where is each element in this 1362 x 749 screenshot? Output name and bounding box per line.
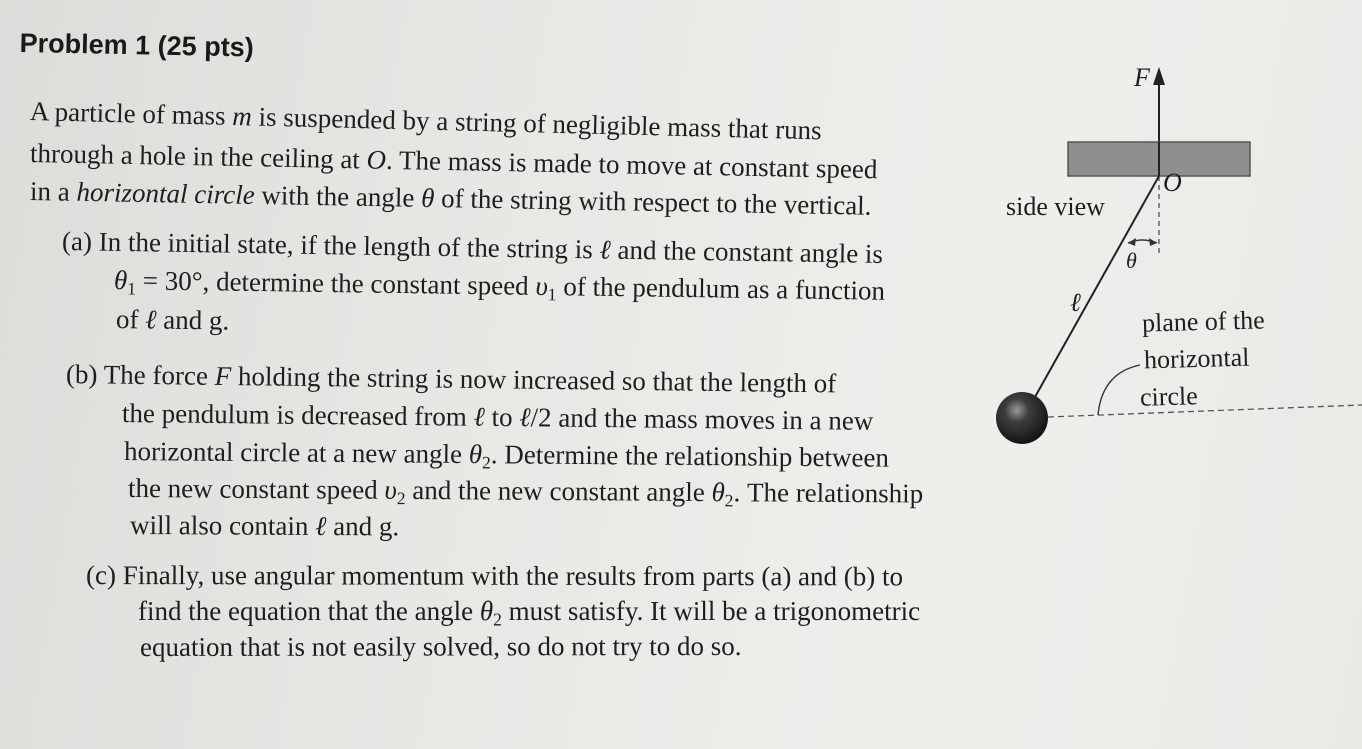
math-theta: θ bbox=[711, 477, 725, 508]
math-theta: θ bbox=[468, 439, 483, 470]
text-run: find the equation that the angle bbox=[138, 596, 480, 626]
emphasis-horizontal-circle: horizontal circle bbox=[76, 176, 255, 210]
text-run: In the initial state, if the length of the string is bbox=[98, 226, 600, 265]
force-arrow-head bbox=[1153, 67, 1165, 85]
text-run: Finally, use angular momentum with the results from parts (a) and (b) to bbox=[122, 560, 904, 592]
point-o-label: O bbox=[1163, 168, 1182, 197]
text-run: . The mass is made to move at constant speed bbox=[385, 144, 878, 185]
part-b-line-1 bbox=[66, 359, 837, 399]
math-ell: ℓ bbox=[519, 402, 531, 433]
text-run: and the constant angle is bbox=[610, 234, 884, 269]
part-b-line-5 bbox=[130, 510, 399, 542]
part-b-line-2 bbox=[122, 398, 874, 437]
text-run: holding the string is now increased so that the length of bbox=[230, 361, 837, 399]
text-run: through a hole in the ceiling at bbox=[29, 138, 367, 175]
text-run: in a bbox=[29, 176, 77, 207]
math-theta: θ bbox=[420, 182, 435, 214]
text-run: of the string with respect to the vertical. bbox=[434, 183, 872, 221]
math-ell: ℓ bbox=[145, 304, 157, 335]
part-a-line-2 bbox=[114, 265, 885, 310]
theta-label: θ bbox=[1126, 248, 1137, 273]
text-run: with the angle bbox=[254, 179, 422, 213]
text-run: horizontal circle at a new angle bbox=[123, 436, 469, 470]
pendulum-mass bbox=[996, 392, 1048, 444]
part-b-line-3 bbox=[124, 436, 889, 477]
part-b-line-4 bbox=[128, 473, 923, 513]
math-v: υ bbox=[535, 270, 549, 302]
text-run: the pendulum is decreased from bbox=[121, 398, 474, 432]
math-theta: θ bbox=[479, 596, 494, 626]
plane-line bbox=[1048, 405, 1362, 417]
math-theta: θ bbox=[113, 265, 128, 296]
math-F: F bbox=[214, 360, 232, 392]
part-b-label: (b) bbox=[65, 359, 98, 390]
text-run: = 30°, determine the constant speed bbox=[135, 265, 536, 301]
text-run: must satisfy. It will be a trigonometric bbox=[501, 596, 921, 626]
math-subscript: 1 bbox=[127, 278, 137, 299]
math-v: υ bbox=[384, 474, 397, 505]
math-subscript: 2 bbox=[481, 452, 491, 473]
text-run: will also contain bbox=[129, 510, 316, 541]
problem-heading: Problem 1 (25 pts) bbox=[19, 28, 255, 63]
math-O: O bbox=[366, 144, 387, 175]
part-c-line-2 bbox=[138, 596, 920, 630]
plane-label-line-2: horizontal bbox=[1143, 342, 1250, 375]
text-run: . Determine the relationship between bbox=[490, 439, 890, 473]
side-view-label: side view bbox=[1006, 192, 1105, 221]
text-run: of bbox=[115, 304, 146, 335]
math-subscript: 1 bbox=[547, 284, 557, 305]
math-subscript: 2 bbox=[493, 609, 502, 630]
text-run: equation that is not easily solved, so do not try to do so. bbox=[139, 630, 742, 662]
math-ell: ℓ bbox=[599, 234, 612, 265]
text-run: is suspended by a string of negligible mass that runs bbox=[251, 101, 823, 146]
text-run: The force bbox=[103, 359, 215, 391]
text-run: /2 and the mass moves in a new bbox=[530, 402, 874, 436]
math-m: m bbox=[232, 100, 253, 132]
math-ell: ℓ bbox=[315, 510, 327, 542]
part-a-line-3 bbox=[116, 304, 230, 337]
math-ell: ℓ bbox=[473, 401, 486, 432]
text-run: and the new constant angle bbox=[405, 474, 712, 508]
text-run: to bbox=[484, 401, 520, 433]
part-c-label: (c) bbox=[85, 560, 116, 591]
part-a-line-1 bbox=[62, 226, 883, 270]
part-a-label: (a) bbox=[61, 226, 93, 257]
math-subscript: 2 bbox=[724, 490, 734, 511]
text-run: the new constant speed bbox=[127, 473, 385, 505]
text-run: and g. bbox=[326, 511, 400, 542]
force-label: F bbox=[1134, 63, 1150, 92]
intro-line-1 bbox=[30, 96, 822, 146]
text-run: A particle of mass bbox=[29, 96, 233, 131]
pendulum-diagram bbox=[990, 55, 1362, 455]
math-subscript: 2 bbox=[396, 488, 406, 509]
plane-label-line-3: circle bbox=[1139, 381, 1199, 412]
intro-line-3 bbox=[30, 176, 872, 222]
plane-pointer bbox=[1098, 365, 1140, 415]
text-run: and g. bbox=[156, 304, 230, 336]
plane-label-line-1: plane of the bbox=[1141, 305, 1266, 338]
text-run: . The relationship bbox=[733, 477, 924, 509]
part-c-line-3 bbox=[140, 631, 742, 663]
text-run: of the pendulum as a function bbox=[556, 271, 886, 306]
part-c-line-1 bbox=[86, 560, 903, 592]
length-label: ℓ bbox=[1070, 288, 1081, 317]
